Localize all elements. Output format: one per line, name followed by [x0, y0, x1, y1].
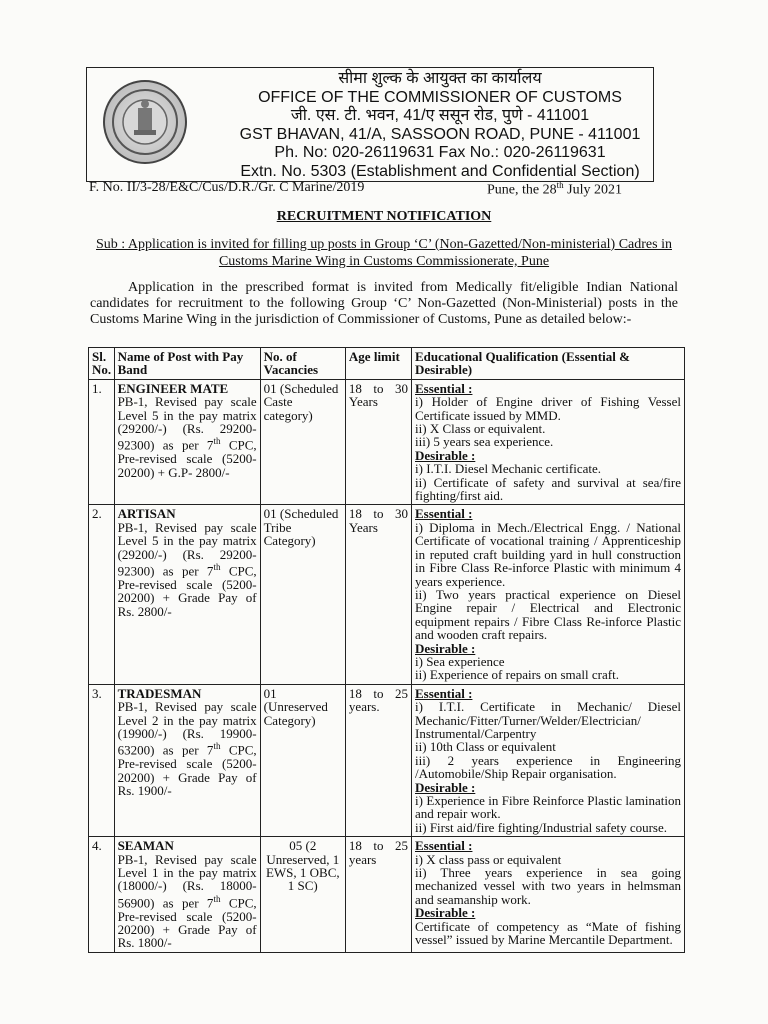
pay-band: PB-1, Revised pay scale Level 1 in the pay matrix (18000/-) (Rs. 18000-56900) as per 7th CPC, Pre-revised scale (5200-20200) + Grade Pay of Rs. 1800/-	[117, 851, 257, 951]
file-number: F. No. II/3-28/E&C/Cus/D.R./Gr. C Marine/2019	[89, 180, 365, 195]
office-name: OFFICE OF THE COMMISSIONER OF CUSTOMS	[258, 88, 622, 106]
desirable-item: i) Experience in Fibre Reinforce Plastic lamination and repair work.	[415, 793, 681, 822]
essential-item: iii) 5 years sea experience.	[415, 434, 554, 450]
post-cell	[114, 684, 260, 836]
desirable-item: ii) Certificate of safety and survival at sea/fire fighting/first aid.	[415, 474, 681, 504]
post-cell	[114, 505, 260, 684]
table-row	[89, 837, 685, 953]
age-cell: 18 to 25 years	[345, 837, 411, 953]
post-name: SEAMAN	[117, 838, 174, 854]
desirable-label: Desirable :	[415, 640, 476, 656]
letter-date: Pune, the 28th July 2021	[487, 180, 622, 198]
pay-band: PB-1, Revised pay scale Level 2 in the pay matrix (19900/-) (Rs. 19900-63200) as per 7th CPC, Pre-revised scale (5200-20200) + Grade Pay of Rs. 1900/-	[117, 699, 257, 798]
vacancy-table	[88, 347, 685, 953]
pay-band: PB-1, Revised pay scale Level 5 in the pay matrix (29200/-) (Rs. 29200-92300) as per 7th CPC, Pre-revised scale (5200-20200) + Grade Pay of Rs. 2800/-	[117, 519, 257, 619]
letterhead	[86, 67, 654, 182]
post-name: ENGINEER MATE	[117, 380, 229, 396]
post-name: ARTISAN	[117, 506, 176, 522]
address-hindi: जी. एस. टी. भवन, 41/ए ससून रोड, पुणे - 411001	[290, 107, 590, 124]
essential-item: ii) Two years practical experience on Diesel Engine repair / Electrical and Electronic equipment repairs / Fibre Class Re-inforce Plastic and wooden craft repairs.	[415, 586, 681, 643]
essential-item: i) I.T.I. Certificate in Mechanic/ Diesel Mechanic/Fitter/Turner/Welder/Electrician/ Instrumental/Carpentry	[415, 699, 681, 741]
essential-item: iii) 2 years experience in Engineering /Automobile/Ship Repair organisation.	[415, 752, 681, 782]
header-education: Educational Qualification (Essential & Desirable)	[412, 348, 685, 380]
age-cell: 18 to 30 Years	[345, 505, 411, 684]
office-name-hindi: सीमा शुल्क के आयुक्त का कार्यालय	[338, 70, 542, 87]
essential-item: ii) 10th Class or equivalent	[415, 739, 556, 755]
table-row	[89, 684, 685, 836]
desirable-item: ii) Experience of repairs on small craft.	[415, 667, 619, 683]
post-cell	[114, 837, 260, 953]
header-sl: Sl. No.	[89, 348, 115, 380]
row-sl: 3.	[89, 684, 115, 836]
customs-emblem-icon	[103, 80, 187, 164]
essential-label: Essential :	[415, 838, 473, 854]
vacancies-cell: 05 (2 Unreserved, 1 EWS, 1 OBC, 1 SC)	[260, 837, 345, 953]
vacancies-cell: 01 (Unreserved Category)	[260, 684, 345, 836]
essential-item: ii) X Class or equivalent.	[415, 421, 546, 437]
essential-label: Essential :	[415, 506, 473, 522]
desirable-item: ii) First aid/fire fighting/Industrial safety course.	[415, 819, 668, 835]
essential-label: Essential :	[415, 685, 473, 701]
extension: Extn. No. 5303 (Establishment and Confidential Section)	[240, 162, 640, 180]
desirable-label: Desirable :	[415, 447, 476, 463]
row-sl: 4.	[89, 837, 115, 953]
essential-item: ii) Three years experience in sea going mechanized vessel with two years in helmsman and seamanship work.	[415, 865, 681, 907]
subject-line: Sub : Application is invited for filling up posts in Group ‘C’ (Non-Gazetted/Non-ministerial) Cadres in Customs Marine Wing in Customs Commissionerate, Pune	[96, 237, 672, 269]
header-post-name: Name of Post with Pay Band	[114, 348, 260, 380]
desirable-item: Certificate of competency as “Mate of fishing vessel” issued by Marine Mercantile Department.	[415, 918, 681, 948]
essential-label: Essential :	[415, 380, 473, 396]
education-cell	[412, 505, 685, 684]
vacancies-cell: 01 (Scheduled Tribe Category)	[260, 505, 345, 684]
notification-title: RECRUITMENT NOTIFICATION	[276, 209, 492, 224]
desirable-label: Desirable :	[415, 779, 476, 795]
table-row	[89, 379, 685, 505]
header-vacancies: No. of Vacancies	[260, 348, 345, 380]
post-name: TRADESMAN	[117, 685, 202, 701]
vacancies-cell: 01 (Scheduled Caste category)	[260, 379, 345, 505]
age-cell: 18 to 30 Years	[345, 379, 411, 505]
education-cell	[412, 837, 685, 953]
header-age-limit: Age limit	[345, 348, 411, 380]
essential-item: i) Diploma in Mech./Electrical Engg. / National Certificate of vocational training / Apprenticeship in reputed craft building yard in hull construction in Fibre Class Re-inforce Plastic with minimum 4 years experience.	[415, 519, 681, 589]
table-header-row	[89, 348, 685, 380]
address: GST BHAVAN, 41/A, SASSOON ROAD, PUNE - 411001	[239, 125, 641, 143]
pay-band: PB-1, Revised pay scale Level 5 in the pay matrix (29200/-) (Rs. 29200-92300) as per 7th CPC, Pre-revised scale (5200-20200) + G.P- 2800/-	[117, 394, 257, 480]
post-cell	[114, 379, 260, 505]
row-sl: 2.	[89, 505, 115, 684]
desirable-item: i) I.T.I. Diesel Mechanic certificate.	[415, 461, 602, 477]
desirable-label: Desirable :	[415, 905, 476, 921]
phone-fax: Ph. No: 020-26119631 Fax No.: 020-26119631	[274, 144, 606, 161]
table-row	[89, 505, 685, 684]
intro-paragraph: Application in the prescribed format is invited from Medically fit/eligible Indian National candidates for recruitment to the following Group ‘C’ Non-Gazetted (Non-Ministerial) posts in the Customs Marine Wing in the jurisdiction of Commissioner of Customs, Pune as detailed below:-	[90, 280, 678, 327]
essential-item: i) Holder of Engine driver of Fishing Vessel Certificate issued by MMD.	[415, 394, 681, 423]
row-sl: 1.	[89, 379, 115, 505]
education-cell	[412, 379, 685, 505]
essential-item: i) X class pass or equivalent	[415, 851, 562, 867]
education-cell	[412, 684, 685, 836]
age-cell: 18 to 25 years.	[345, 684, 411, 836]
desirable-item: i) Sea experience	[415, 653, 505, 669]
